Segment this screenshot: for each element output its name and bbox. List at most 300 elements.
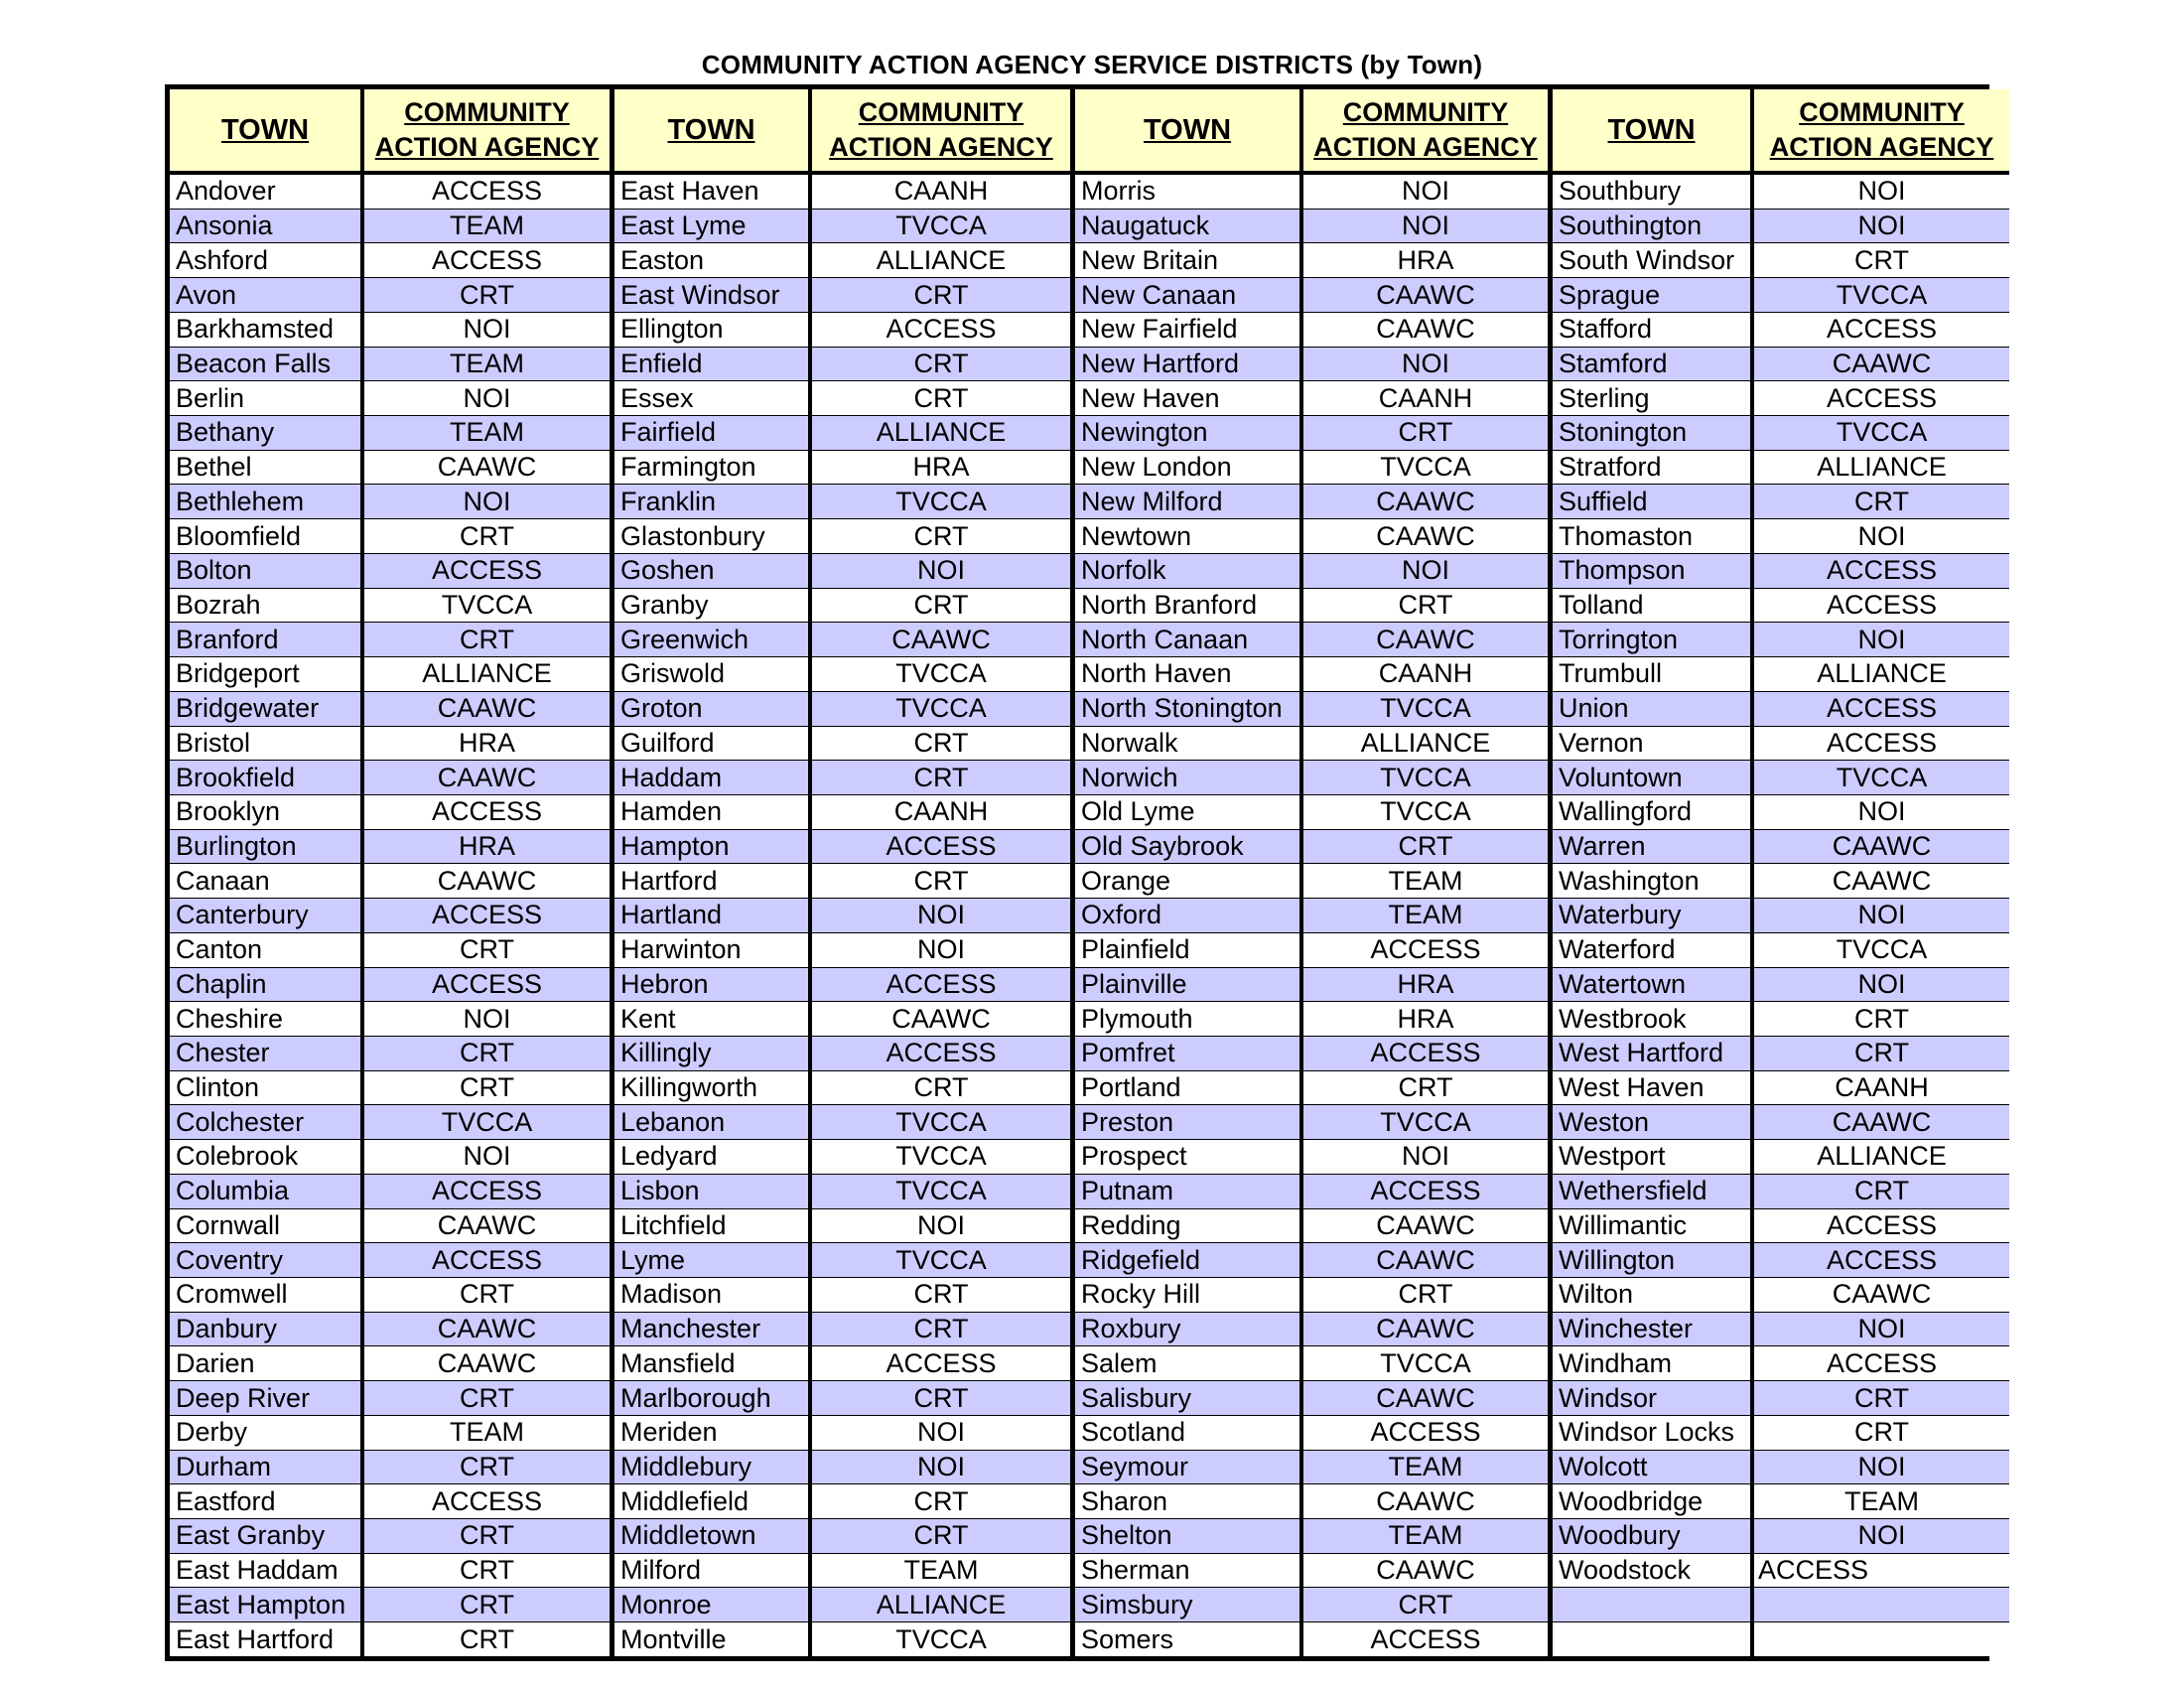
town-cell: Darien — [170, 1346, 360, 1380]
town-cell: Bloomfield — [170, 519, 360, 553]
table-row — [1553, 863, 2009, 898]
town-cell: Killingly — [614, 1037, 808, 1070]
town-cell: Branford — [170, 623, 360, 656]
column-group-2 — [614, 89, 1070, 1656]
town-cell: Plymouth — [1075, 1002, 1299, 1036]
table-row — [1075, 760, 1548, 794]
agency-cell: CAAWC — [812, 623, 1070, 656]
town-cell: Sharon — [1075, 1484, 1299, 1518]
header-row — [1553, 89, 2009, 175]
town-cell: New Fairfield — [1075, 313, 1299, 347]
town-cell: Windsor — [1553, 1381, 1750, 1415]
town-cell: Franklin — [614, 485, 808, 518]
agency-cell: NOI — [1754, 175, 2009, 209]
town-cell: Woodstock — [1553, 1554, 1750, 1588]
town-cell: Orange — [1075, 864, 1299, 898]
town-cell: Haddam — [614, 761, 808, 794]
town-cell: Harwinton — [614, 933, 808, 967]
table-row — [614, 1312, 1070, 1346]
agency-cell: ACCESS — [1754, 1209, 2009, 1243]
town-cell: Thomaston — [1553, 519, 1750, 553]
town-cell: Preston — [1075, 1105, 1299, 1139]
town-cell: Waterford — [1553, 933, 1750, 967]
town-cell: Tolland — [1553, 589, 1750, 623]
agency-cell: ACCESS — [812, 1037, 1070, 1070]
agency-cell: TVCCA — [1754, 416, 2009, 450]
table-row — [170, 553, 610, 588]
table-row — [1075, 829, 1548, 864]
agency-cell: CAAWC — [1754, 1278, 2009, 1312]
agency-cell: CAAWC — [1754, 830, 2009, 864]
agency-cell: ACCESS — [812, 1346, 1070, 1380]
agency-cell: ALLIANCE — [1303, 727, 1548, 761]
agency-cell: CAAWC — [364, 761, 610, 794]
town-cell: Eastford — [170, 1484, 360, 1518]
town-cell: Norwich — [1075, 761, 1299, 794]
table-row — [614, 622, 1070, 656]
town-cell: Farmington — [614, 451, 808, 485]
agency-cell: NOI — [1754, 1519, 2009, 1553]
town-cell: Willington — [1553, 1243, 1750, 1277]
table-row — [1553, 312, 2009, 347]
table-row — [614, 1139, 1070, 1174]
agency-cell: CRT — [1754, 485, 2009, 518]
town-cell: Newtown — [1075, 519, 1299, 553]
table-row — [1075, 450, 1548, 485]
table-row — [614, 450, 1070, 485]
table-row — [614, 1450, 1070, 1484]
town-cell: Wethersfield — [1553, 1175, 1750, 1208]
table-row — [1075, 1242, 1548, 1277]
table-row — [1075, 1415, 1548, 1450]
town-cell: New Canaan — [1075, 278, 1299, 312]
agency-cell: CAAWC — [364, 451, 610, 485]
table-row — [1553, 553, 2009, 588]
town-cell: Fairfield — [614, 416, 808, 450]
town-cell: Salisbury — [1075, 1381, 1299, 1415]
agency-cell: ACCESS — [812, 968, 1070, 1002]
town-cell: West Hartford — [1553, 1037, 1750, 1070]
table-row — [1553, 932, 2009, 967]
agency-cell — [1754, 1622, 2009, 1656]
table-row — [170, 1104, 610, 1139]
table-row — [614, 967, 1070, 1002]
town-cell: Hamden — [614, 795, 808, 829]
table-row — [614, 1001, 1070, 1036]
table-row — [1553, 1483, 2009, 1518]
header-row — [170, 89, 610, 175]
table-row — [170, 347, 610, 381]
table-row — [170, 726, 610, 761]
agency-cell: CRT — [364, 1381, 610, 1415]
agency-cell: CRT — [812, 1071, 1070, 1105]
column-group-4 — [1553, 89, 2009, 1656]
town-cell: Colebrook — [170, 1140, 360, 1174]
town-cell: Woodbridge — [1553, 1484, 1750, 1518]
table-row — [1075, 1518, 1548, 1553]
town-cell: Hebron — [614, 968, 808, 1002]
town-cell: New Haven — [1075, 381, 1299, 415]
table-row — [614, 691, 1070, 726]
agency-cell: NOI — [364, 1140, 610, 1174]
town-cell: East Hampton — [170, 1588, 360, 1621]
town-cell: Middlefield — [614, 1484, 808, 1518]
town-cell: Sprague — [1553, 278, 1750, 312]
town-cell: Union — [1553, 692, 1750, 726]
table-row — [1075, 1553, 1548, 1588]
town-cell: Bolton — [170, 554, 360, 588]
agency-cell: CRT — [1754, 1002, 2009, 1036]
agency-cell: TEAM — [1303, 1519, 1548, 1553]
agency-cell: TEAM — [1754, 1484, 2009, 1518]
table-row — [1553, 898, 2009, 932]
agency-cell: ALLIANCE — [812, 416, 1070, 450]
agency-cell: TVCCA — [1303, 795, 1548, 829]
table-row — [1553, 1174, 2009, 1208]
table-row — [614, 1415, 1070, 1450]
town-cell: Middletown — [614, 1519, 808, 1553]
agency-cell: TVCCA — [812, 210, 1070, 243]
table-row — [1075, 175, 1548, 209]
town-cell: Sterling — [1553, 381, 1750, 415]
table-row — [170, 829, 610, 864]
table-row — [1553, 450, 2009, 485]
agency-cell: ALLIANCE — [812, 243, 1070, 277]
header-agency: COMMUNITY ACTION AGENCY — [1303, 89, 1548, 171]
town-cell: Portland — [1075, 1071, 1299, 1105]
agency-cell — [1754, 1588, 2009, 1621]
agency-cell: ACCESS — [812, 830, 1070, 864]
town-cell: Greenwich — [614, 623, 808, 656]
town-cell: Old Saybrook — [1075, 830, 1299, 864]
agency-cell: CRT — [812, 1313, 1070, 1346]
agency-cell: NOI — [812, 1416, 1070, 1450]
agency-cell: CRT — [812, 761, 1070, 794]
agency-cell: TVCCA — [1303, 451, 1548, 485]
table-row — [1553, 415, 2009, 450]
table-row — [614, 829, 1070, 864]
town-cell: Winchester — [1553, 1313, 1750, 1346]
town-cell: Griswold — [614, 657, 808, 691]
agency-cell: CRT — [812, 864, 1070, 898]
table-row — [614, 175, 1070, 209]
agency-cell: CRT — [812, 348, 1070, 381]
table-row — [1553, 209, 2009, 243]
town-cell: Naugatuck — [1075, 210, 1299, 243]
town-cell: Easton — [614, 243, 808, 277]
town-cell: Coventry — [170, 1243, 360, 1277]
town-cell: Brookfield — [170, 761, 360, 794]
table-row — [1553, 1345, 2009, 1380]
table-row — [170, 1001, 610, 1036]
agency-cell: NOI — [1754, 899, 2009, 932]
table-row — [1553, 175, 2009, 209]
town-cell: Killingworth — [614, 1071, 808, 1105]
town-cell: Manchester — [614, 1313, 808, 1346]
header-row — [614, 89, 1070, 175]
town-cell: Plainville — [1075, 968, 1299, 1002]
table-row — [614, 1174, 1070, 1208]
table-row — [170, 1242, 610, 1277]
town-cell: Madison — [614, 1278, 808, 1312]
agency-cell: NOI — [1303, 348, 1548, 381]
table-row — [170, 518, 610, 553]
agency-cell: CRT — [812, 381, 1070, 415]
agency-cell: TVCCA — [1303, 692, 1548, 726]
table-row — [1075, 1036, 1548, 1070]
agency-cell: CAAWC — [1754, 348, 2009, 381]
agency-cell: CAAWC — [1754, 1105, 2009, 1139]
agency-cell: TVCCA — [1303, 761, 1548, 794]
town-cell: Windsor Locks — [1553, 1416, 1750, 1450]
town-cell: Newington — [1075, 416, 1299, 450]
table-row — [1075, 794, 1548, 829]
town-cell: Kent — [614, 1002, 808, 1036]
table-row — [1075, 1450, 1548, 1484]
agency-cell: HRA — [812, 451, 1070, 485]
town-cell: Groton — [614, 692, 808, 726]
table-row — [170, 1483, 610, 1518]
table-row — [614, 863, 1070, 898]
table-row — [1553, 622, 2009, 656]
agency-cell: CRT — [1303, 1588, 1548, 1621]
agency-cell: TEAM — [1303, 899, 1548, 932]
table-row — [614, 518, 1070, 553]
town-cell: Middlebury — [614, 1451, 808, 1484]
agency-cell: CAAWC — [1303, 1554, 1548, 1588]
table-row — [614, 760, 1070, 794]
agency-cell: NOI — [812, 1451, 1070, 1484]
table-row — [170, 1312, 610, 1346]
town-cell: Bozrah — [170, 589, 360, 623]
town-cell: Prospect — [1075, 1140, 1299, 1174]
table-row — [614, 656, 1070, 691]
table-row — [1075, 347, 1548, 381]
agency-cell: CRT — [364, 1519, 610, 1553]
town-cell: Granby — [614, 589, 808, 623]
town-cell: Beacon Falls — [170, 348, 360, 381]
table-row — [614, 588, 1070, 623]
table-row — [170, 863, 610, 898]
table-row — [1075, 1139, 1548, 1174]
town-cell: East Haven — [614, 175, 808, 209]
table-row — [170, 1587, 610, 1621]
agency-cell: TVCCA — [1754, 933, 2009, 967]
agency-cell: ACCESS — [364, 968, 610, 1002]
town-cell: Ansonia — [170, 210, 360, 243]
table-row — [170, 1139, 610, 1174]
town-cell: Clinton — [170, 1071, 360, 1105]
agency-cell: ACCESS — [364, 175, 610, 209]
town-cell: Windham — [1553, 1346, 1750, 1380]
agency-cell: ACCESS — [1754, 1346, 2009, 1380]
table-row — [170, 242, 610, 277]
service-districts-table — [165, 84, 1994, 1661]
agency-cell: TVCCA — [364, 589, 610, 623]
agency-cell: CAAWC — [1303, 278, 1548, 312]
table-row — [170, 175, 610, 209]
agency-cell: CRT — [812, 589, 1070, 623]
agency-cell: CAAWC — [1754, 864, 2009, 898]
town-cell: East Hartford — [170, 1622, 360, 1656]
town-cell: Pomfret — [1075, 1037, 1299, 1070]
table-row — [1553, 1518, 2009, 1553]
table-row — [614, 1277, 1070, 1312]
agency-cell: ACCESS — [364, 1484, 610, 1518]
table-row — [170, 1518, 610, 1553]
town-cell: Hartford — [614, 864, 808, 898]
town-cell: Berlin — [170, 381, 360, 415]
town-cell: Putnam — [1075, 1175, 1299, 1208]
town-cell: Litchfield — [614, 1209, 808, 1243]
town-cell: Weston — [1553, 1105, 1750, 1139]
agency-cell: TEAM — [812, 1554, 1070, 1588]
table-row — [614, 553, 1070, 588]
table-row — [1075, 209, 1548, 243]
agency-cell: CAANH — [812, 795, 1070, 829]
table-row — [1553, 1621, 2009, 1656]
table-row — [1553, 691, 2009, 726]
town-cell: Danbury — [170, 1313, 360, 1346]
town-cell: Mansfield — [614, 1346, 808, 1380]
town-cell: Durham — [170, 1451, 360, 1484]
agency-cell: TEAM — [1303, 864, 1548, 898]
table-row — [1553, 1001, 2009, 1036]
agency-cell: CRT — [1754, 1416, 2009, 1450]
agency-cell: ACCESS — [1303, 1622, 1548, 1656]
agency-cell: CRT — [1303, 1278, 1548, 1312]
table-row — [1553, 1380, 2009, 1415]
town-cell: Southbury — [1553, 175, 1750, 209]
agency-cell: ACCESS — [364, 1175, 610, 1208]
town-cell: Chester — [170, 1037, 360, 1070]
table-row — [614, 312, 1070, 347]
table-row — [614, 380, 1070, 415]
agency-cell: CRT — [364, 1451, 610, 1484]
header-town: TOWN — [614, 89, 808, 171]
town-cell: Canaan — [170, 864, 360, 898]
town-cell: Brooklyn — [170, 795, 360, 829]
town-cell: Voluntown — [1553, 761, 1750, 794]
agency-cell: CRT — [812, 519, 1070, 553]
table-row — [1075, 484, 1548, 518]
town-cell: Plainfield — [1075, 933, 1299, 967]
agency-cell: CRT — [1303, 416, 1548, 450]
table-row — [1075, 1380, 1548, 1415]
table-row — [1553, 967, 2009, 1002]
town-cell: Vernon — [1553, 727, 1750, 761]
table-row — [1075, 588, 1548, 623]
town-cell: Watertown — [1553, 968, 1750, 1002]
town-cell: Wilton — [1553, 1278, 1750, 1312]
table-row — [170, 277, 610, 312]
agency-cell: CRT — [364, 933, 610, 967]
table-row — [1553, 726, 2009, 761]
town-cell: North Branford — [1075, 589, 1299, 623]
town-cell: Stamford — [1553, 348, 1750, 381]
column-group-1 — [170, 89, 610, 1656]
town-cell: North Stonington — [1075, 692, 1299, 726]
town-cell: Wolcott — [1553, 1451, 1750, 1484]
agency-cell: CAAWC — [812, 1002, 1070, 1036]
table-row — [614, 1518, 1070, 1553]
town-cell: Sherman — [1075, 1554, 1299, 1588]
town-cell: Stratford — [1553, 451, 1750, 485]
town-cell: Salem — [1075, 1346, 1299, 1380]
table-row — [1075, 277, 1548, 312]
agency-cell: CAANH — [1303, 381, 1548, 415]
town-cell: Bethel — [170, 451, 360, 485]
town-cell: Bethany — [170, 416, 360, 450]
agency-cell: HRA — [1303, 243, 1548, 277]
agency-cell: NOI — [1754, 1451, 2009, 1484]
table-row — [1075, 691, 1548, 726]
town-cell: Bridgewater — [170, 692, 360, 726]
table-row — [1075, 1070, 1548, 1105]
town-cell: Suffield — [1553, 485, 1750, 518]
table-row — [1553, 1036, 2009, 1070]
town-cell: Milford — [614, 1554, 808, 1588]
agency-cell: TVCCA — [1303, 1346, 1548, 1380]
table-row — [1075, 1483, 1548, 1518]
town-cell: South Windsor — [1553, 243, 1750, 277]
town-cell: Columbia — [170, 1175, 360, 1208]
table-row — [170, 794, 610, 829]
table-row — [1075, 967, 1548, 1002]
agency-cell: ACCESS — [1754, 692, 2009, 726]
table-row — [1553, 1277, 2009, 1312]
table-row — [614, 415, 1070, 450]
table-row — [1553, 1415, 2009, 1450]
town-cell: East Granby — [170, 1519, 360, 1553]
agency-cell: ACCESS — [1303, 933, 1548, 967]
agency-cell: CAAWC — [364, 692, 610, 726]
agency-cell: NOI — [364, 381, 610, 415]
agency-cell: NOI — [1754, 795, 2009, 829]
agency-cell: TVCCA — [812, 1175, 1070, 1208]
table-row — [170, 484, 610, 518]
table-row — [1553, 518, 2009, 553]
town-cell: Shelton — [1075, 1519, 1299, 1553]
agency-cell: CRT — [364, 519, 610, 553]
agency-cell: ALLIANCE — [812, 1588, 1070, 1621]
town-cell: Essex — [614, 381, 808, 415]
table-row — [170, 1070, 610, 1105]
agency-cell: ACCESS — [1754, 589, 2009, 623]
agency-cell: HRA — [364, 830, 610, 864]
town-cell: Colchester — [170, 1105, 360, 1139]
table-row — [170, 415, 610, 450]
town-cell: Norwalk — [1075, 727, 1299, 761]
agency-cell: NOI — [812, 1209, 1070, 1243]
agency-cell: NOI — [364, 1002, 610, 1036]
table-row — [170, 1174, 610, 1208]
agency-cell: CAAWC — [364, 1209, 610, 1243]
agency-cell: ACCESS — [364, 1243, 610, 1277]
agency-cell: NOI — [1303, 210, 1548, 243]
town-cell: Warren — [1553, 830, 1750, 864]
table-row — [170, 1208, 610, 1243]
agency-cell: TVCCA — [812, 692, 1070, 726]
agency-cell: TVCCA — [1303, 1105, 1548, 1139]
town-cell: Trumbull — [1553, 657, 1750, 691]
town-cell: Torrington — [1553, 623, 1750, 656]
agency-cell: NOI — [1303, 554, 1548, 588]
town-cell: Hampton — [614, 830, 808, 864]
table-row — [1553, 1242, 2009, 1277]
agency-cell: CRT — [364, 278, 610, 312]
agency-cell: ALLIANCE — [364, 657, 610, 691]
